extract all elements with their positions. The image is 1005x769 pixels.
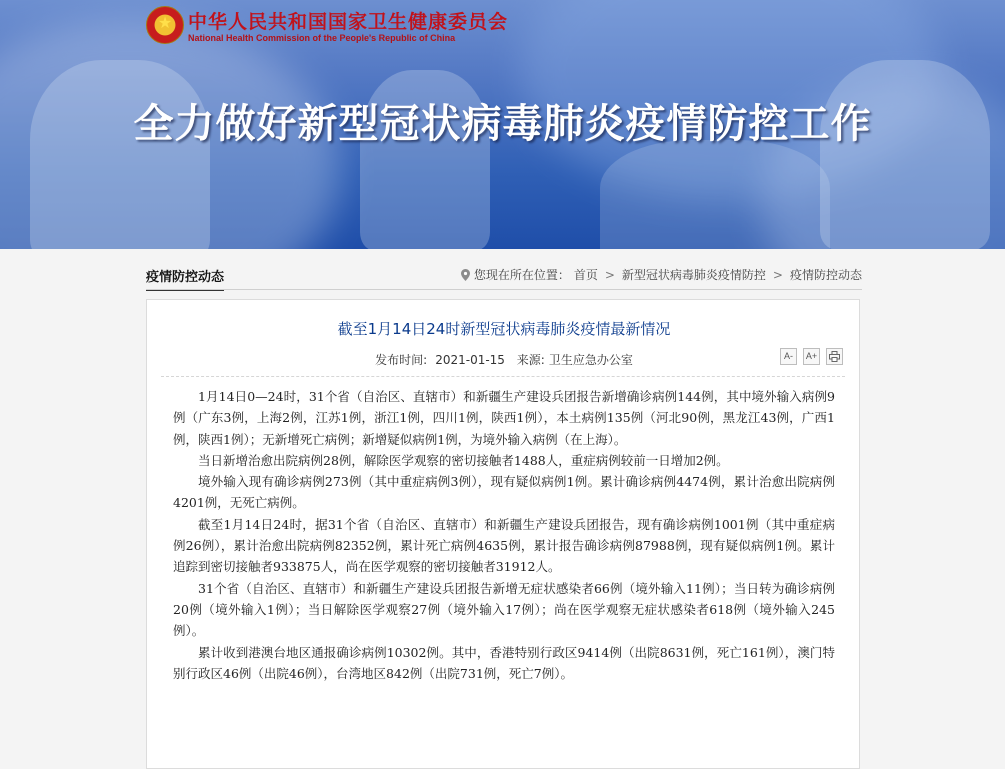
breadcrumb-prefix: 您现在所在位置： <box>473 268 570 282</box>
article-paragraph: 境外输入现有确诊病例273例（其中重症病例3例），现有疑似病例1例。累计确诊病例4474例，累计治愈出院病例4201例，无死亡病例。 <box>173 474 835 511</box>
section-divider <box>146 289 862 290</box>
location-pin-icon <box>461 269 470 281</box>
org-name-en: National Health Commission of the People's Republic of China <box>188 33 456 43</box>
source-name: 卫生应急办公室 <box>548 353 633 367</box>
article-container <box>146 299 860 769</box>
breadcrumb-covid-link[interactable]: 新型冠状病毒肺炎疫情防控 <box>621 268 766 282</box>
article-paragraph: 截至1月14日24时，据31个省（自治区、直辖市）和新疆生产建设兵团报告，现有确诊病例1001例（其中重症病例26例），累计治愈出院病例82352例，累计死亡病例4635例，累计报告确诊病例87988例，现有疑似病例1例。累计追踪到密切接触者933875人，尚在医学观察的密切接触者31912人。 <box>173 516 835 575</box>
font-decrease-icon[interactable]: A- <box>780 348 797 365</box>
article-paragraph: 累计收到港澳台地区通报确诊病例10302例。其中，香港特别行政区9414例（出院8631例，死亡161例），澳门特别行政区46例（出院46例），台湾地区842例（出院731例，死亡7例）。 <box>173 644 835 681</box>
font-increase-icon[interactable]: A+ <box>803 348 820 365</box>
national-emblem-icon[interactable]: ★ <box>146 6 184 44</box>
article-body <box>173 386 835 684</box>
header-banner <box>0 0 1005 249</box>
article-paragraph: 31个省（自治区、直辖市）和新疆生产建设兵团报告新增无症状感染者66例（境外输入11例）；当日转为确诊病例20例（境外输入1例）；当日解除医学观察27例（境外输入17例）；尚在医学观察无症状感染者618例（境外输入245例）。 <box>173 580 835 639</box>
section-title[interactable]: 疫情防控动态 <box>146 266 224 291</box>
article-tools <box>780 348 843 365</box>
print-icon[interactable] <box>826 348 843 365</box>
publish-date: 2021-01-15 <box>435 353 505 367</box>
banner-title: 全力做好新型冠状病毒肺炎疫情防控工作 <box>133 101 872 147</box>
publish-label: 发布时间: <box>375 353 428 367</box>
org-name-cn[interactable]: 中华人民共和国国家卫生健康委员会 <box>188 11 509 33</box>
breadcrumb <box>461 266 862 283</box>
breadcrumb-home-link[interactable]: 首页 <box>573 268 598 282</box>
breadcrumb-separator: > <box>772 267 783 282</box>
article-paragraph: 1月14日0—24时，31个省（自治区、直辖市）和新疆生产建设兵团报告新增确诊病例144例，其中境外输入病例9例（广东3例，上海2例，江苏1例，浙江1例，四川1例，陕西1例），本土病例135例（河北90例，黑龙江43例，广西1例，陕西1例）；无新增死亡病例；新增疑似病例1例，为境外输入病例（在上海）。 <box>173 389 835 447</box>
source-label: 来源: <box>516 353 545 367</box>
article-divider <box>161 376 845 377</box>
article-paragraph: 当日新增治愈出院病例28例，解除医学观察的密切接触者1488人，重症病例较前一日增加2例。 <box>198 452 729 468</box>
article-meta <box>147 351 861 368</box>
breadcrumb-current-link[interactable]: 疫情防控动态 <box>789 268 862 282</box>
breadcrumb-separator: > <box>604 267 615 282</box>
article-title: 截至1月14日24时新型冠状病毒肺炎疫情最新情况 <box>337 320 671 338</box>
